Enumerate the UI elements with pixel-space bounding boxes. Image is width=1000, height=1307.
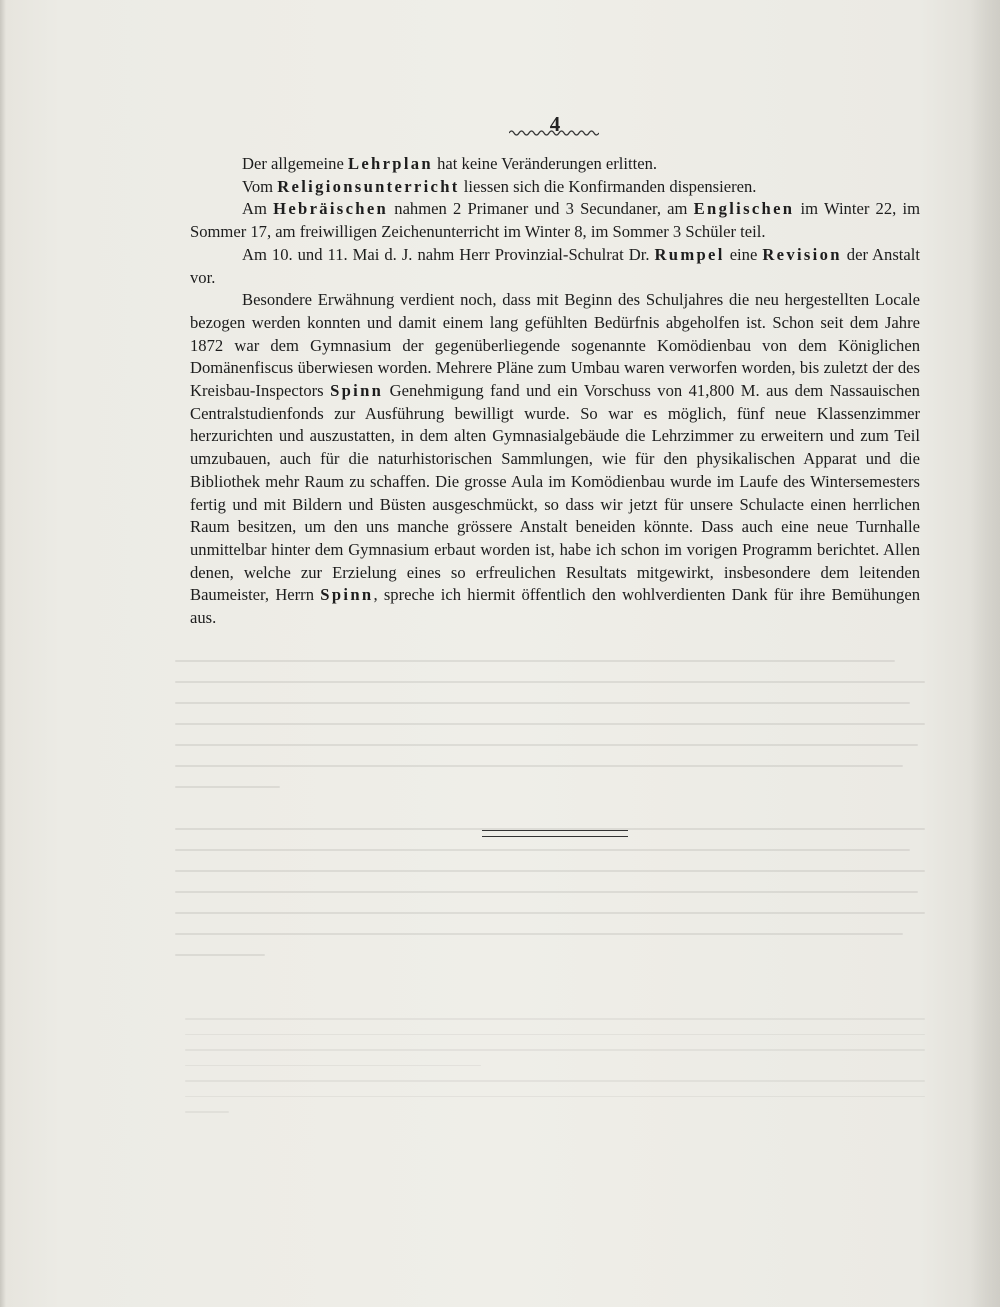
paragraph-text: Am 10. und 11. Mai d. J. nahm Herr Provinzial-Schulrat Dr. xyxy=(242,244,655,264)
reverse-side-footnotes-show-through xyxy=(185,1018,925,1127)
paragraph-text: Besondere Erwähnung verdient noch, dass mit Beginn des Schuljahres die neu hergestellten Locale bezogen werden konnten und damit einem lang gefühlten Bedürfnis abgeholfen ist. Schon seit dem Jahre 1872 war dem Gymnasium der gegenüberliegende sogenannte Komödienbau von dem Königlichen Domänenfiscus überwiesen worden. Mehrere Pläne zum Umbau waren verworfen worden, bis zuletzt der des Kreisbau-Inspectors xyxy=(190,290,920,401)
paragraph xyxy=(190,244,920,289)
paragraph-text: eine xyxy=(724,244,763,264)
paragraph xyxy=(190,289,920,630)
paragraph-text: der Anstalt vor. xyxy=(190,244,920,287)
emphasized-term: Hebräischen xyxy=(273,199,389,219)
emphasized-term: Spinn xyxy=(320,585,374,605)
page-number: 4 xyxy=(549,112,561,136)
paragraph-text: Vom xyxy=(242,176,278,196)
paragraph xyxy=(190,198,920,243)
paragraph-text: hat keine Veränderungen erlitten. xyxy=(432,154,658,173)
emphasized-term: Revision xyxy=(762,244,842,264)
wavy-ornament-line xyxy=(509,128,599,138)
paragraph xyxy=(190,153,920,176)
paragraph-text: Am xyxy=(242,199,274,219)
reverse-side-show-through xyxy=(175,660,925,1080)
paragraph-text: Der allgemeine xyxy=(242,154,348,173)
paragraph-text: nahmen 2 Primaner und 3 Secundaner, am xyxy=(388,199,694,219)
paragraph-text: liessen sich die Konfirmanden dispensieren. xyxy=(459,176,757,196)
body-text xyxy=(190,153,920,630)
paragraph xyxy=(190,176,920,199)
emphasized-term: Spinn xyxy=(330,381,384,401)
paragraph-text: im Winter 22, im Sommer 17, am freiwilligen Zeichenunterricht im Winter 8, im Sommer 3 Schüler teil. xyxy=(190,199,921,242)
section-double-rule xyxy=(482,830,628,837)
paragraph-text: Genehmigung fand und ein Vorschuss von 41,800 M. aus dem Nassauischen Centralstudienfonds zur Ausführung bewilligt wurde. So war es möglich, fünf neue Klassenzimmer herzurichten und auszustatten, in dem alten Gymnasialgebäude die Lehrzimmer zu erweitern und zum Teil umzubauen, auch für die naturhistorischen Sammlungen, wie für den physikalischen Apparat und die Bibliothek mehr Raum zu schaffen. Die grosse Aula im Komödienbau wurde im Laufe des Wintersemesters fertig und mit Bildern und Büsten ausgeschmückt, so dass wir jetzt für unsere Schulacte einen herrlichen Raum besitzen, um den uns manche grössere Anstalt beneiden könnte. Dass auch eine neue Turnhalle unmittelbar hinter dem Gymnasium erbaut worden ist, habe ich schon im vorigen Programm berichtet. Allen denen, welche zur Erzielung eines so erfreulichen Resultats mitgewirkt, insbesondere dem leitenden Baumeister, Herrn xyxy=(190,381,920,605)
emphasized-term: Rumpel xyxy=(654,244,725,264)
emphasized-term: Englischen xyxy=(693,199,795,219)
paragraph-text: , spreche ich hiermit öffentlich den wohlverdienten Dank für ihre Bemühungen aus. xyxy=(190,585,920,628)
emphasized-term: Religionsunterricht xyxy=(277,176,460,196)
emphasized-term: Lehrplan xyxy=(347,154,433,173)
